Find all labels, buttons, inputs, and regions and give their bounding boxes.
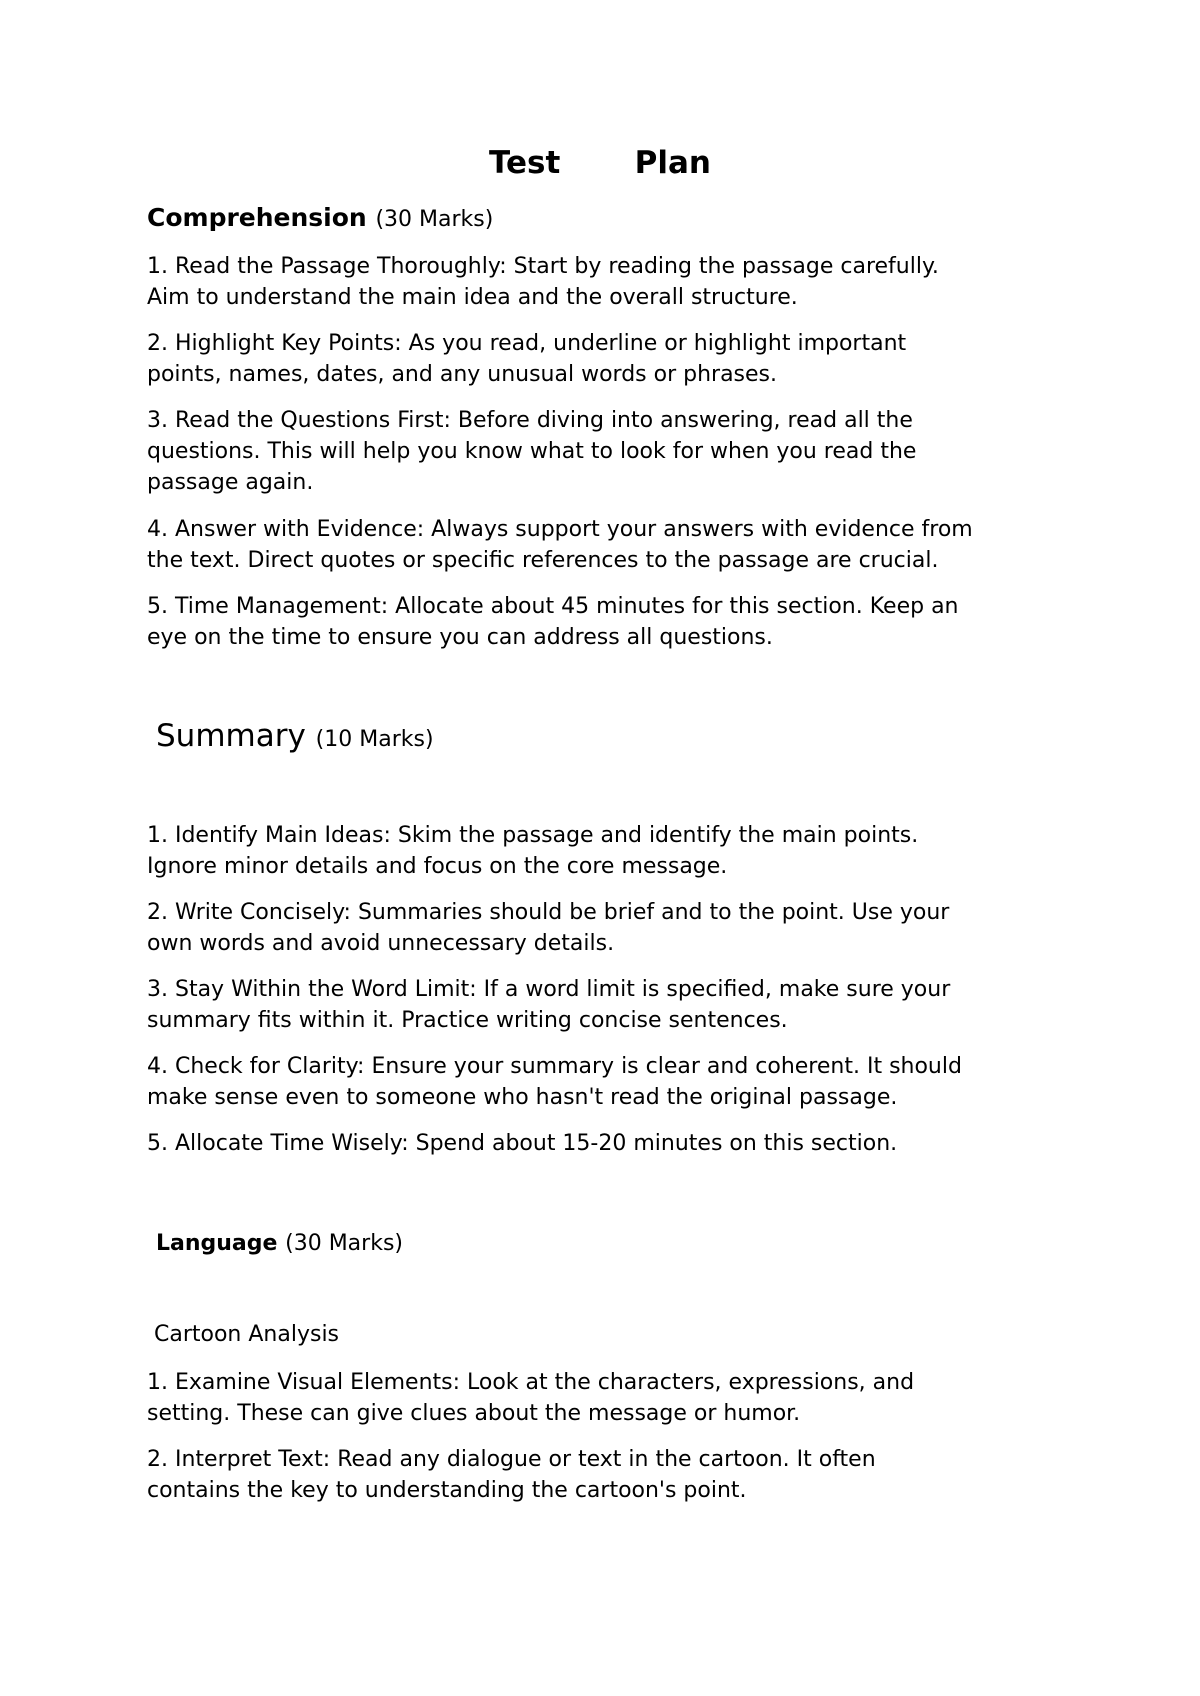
section-marks: (30 Marks) (375, 207, 494, 232)
text-line: setting. These can give clues about the message or humor. (147, 1401, 801, 1426)
list-item (147, 820, 1077, 882)
list-item (147, 328, 1077, 390)
text-line: own words and avoid unnecessary details. (147, 931, 615, 956)
list-item (147, 1367, 1077, 1429)
section-heading-text: Language (156, 1231, 278, 1256)
text-line: 5. Time Management: Allocate about 45 minutes for this section. Keep an (147, 594, 959, 619)
list-item (147, 1051, 1077, 1113)
text-line: the text. Direct quotes or specific references to the passage are crucial. (147, 548, 939, 573)
section-heading-language (156, 1227, 403, 1261)
section-marks: (30 Marks) (285, 1231, 403, 1256)
list-item (147, 1128, 1077, 1159)
list-item (147, 405, 1077, 498)
text-line: 2. Interpret Text: Read any dialogue or text in the cartoon. It often (147, 1447, 876, 1472)
section-heading-summary (156, 719, 434, 757)
list-item (147, 897, 1077, 959)
text-line: 1. Examine Visual Elements: Look at the characters, expressions, and (147, 1370, 915, 1395)
page-title: Test Plan (488, 145, 712, 181)
section-heading-text: Comprehension (147, 203, 367, 232)
section-heading-text: Summary (156, 718, 306, 754)
text-line: Aim to understand the main idea and the overall structure. (147, 285, 798, 310)
text-line: 2. Highlight Key Points: As you read, underline or highlight important (147, 331, 907, 356)
text-line: 2. Write Concisely: Summaries should be brief and to the point. Use your (147, 900, 950, 925)
section-marks: (10 Marks) (315, 727, 434, 752)
section-heading-comprehension (147, 201, 493, 237)
list-item (147, 974, 1077, 1036)
text-line: Ignore minor details and focus on the core message. (147, 854, 728, 879)
text-line: points, names, dates, and any unusual words or phrases. (147, 362, 778, 387)
text-line: 4. Check for Clarity: Ensure your summary is clear and coherent. It should (147, 1054, 962, 1079)
text-line: make sense even to someone who hasn't read the original passage. (147, 1085, 898, 1110)
list-item (147, 591, 1077, 653)
list-item (147, 251, 1077, 313)
text-line: 1. Identify Main Ideas: Skim the passage and identify the main points. (147, 823, 919, 848)
text-line: questions. This will help you know what to look for when you read the (147, 439, 917, 464)
text-line: contains the key to understanding the cartoon's point. (147, 1478, 747, 1503)
list-item (147, 1444, 1077, 1506)
subsection-heading: Cartoon Analysis (154, 1322, 340, 1347)
text-line: summary fits within it. Practice writing concise sentences. (147, 1008, 788, 1033)
text-line: 3. Stay Within the Word Limit: If a word limit is specified, make sure your (147, 977, 951, 1002)
text-line: 1. Read the Passage Thoroughly: Start by reading the passage carefully. (147, 254, 939, 279)
list-item (147, 514, 1077, 576)
text-line: passage again. (147, 470, 314, 495)
text-line: 4. Answer with Evidence: Always support your answers with evidence from (147, 517, 973, 542)
text-line: eye on the time to ensure you can address all questions. (147, 625, 773, 650)
text-line: 3. Read the Questions First: Before diving into answering, read all the (147, 408, 913, 433)
text-line: 5. Allocate Time Wisely: Spend about 15-20 minutes on this section. (147, 1131, 898, 1156)
